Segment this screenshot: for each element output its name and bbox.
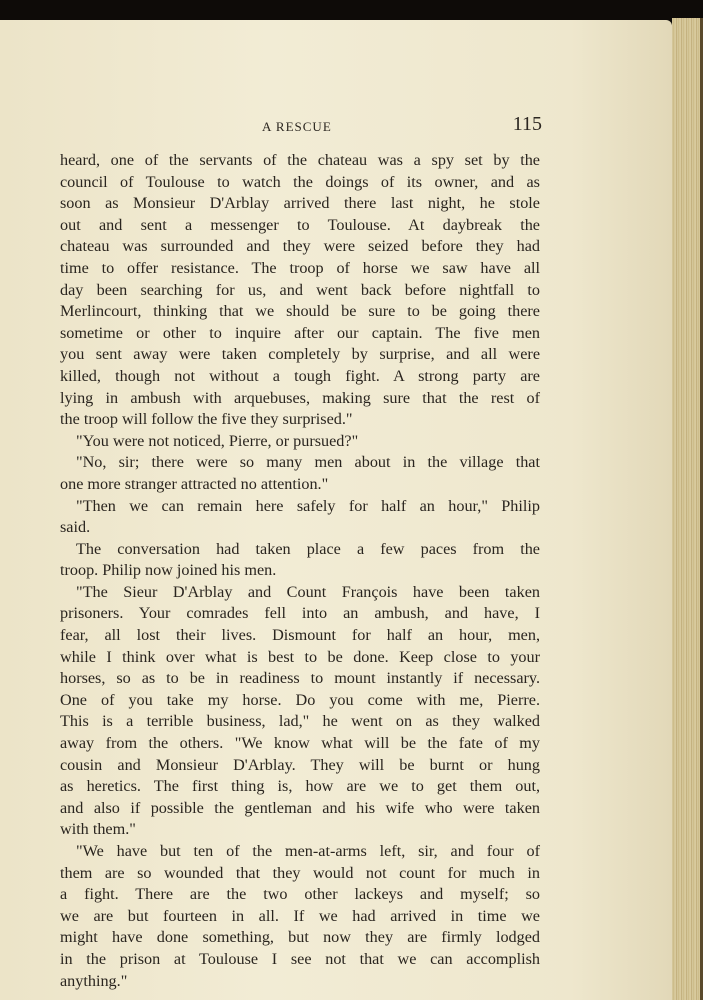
text-line: fear, all lost their lives. Dismount for half an hour, men, — [60, 626, 540, 645]
text-line: chateau was surrounded and they were seized before they had — [60, 237, 540, 256]
text-line: cousin and Monsieur D'Arblay. They will be burnt or hung — [60, 755, 540, 774]
text-line: out and sent a messenger to Toulouse. At daybreak the — [60, 215, 540, 234]
text-line: "We have but ten of the men-at-arms left, sir, and four of — [76, 842, 540, 860]
text-line: prisoners. Your comrades fell into an ambush, and have, I — [60, 604, 540, 623]
text-line: Merlincourt, thinking that we should be sure to be going there — [60, 302, 540, 321]
text-line: day been searching for us, and went back before nightfall to — [60, 280, 540, 299]
text-line: lying in ambush with arquebuses, making sure that the rest of — [60, 388, 540, 407]
text-line: The conversation had taken place a few paces from the — [76, 539, 540, 558]
text-line: might have done something, but now they are firmly lodged — [60, 928, 540, 947]
text-line: anything." — [60, 971, 128, 990]
running-head — [262, 113, 542, 143]
page-number: 115 — [512, 113, 542, 135]
text-line: soon as Monsieur D'Arblay arrived there last night, he stole — [60, 194, 540, 213]
text-line: as heretics. The first thing is, how are we to get them out, — [60, 777, 540, 796]
text-line: council of Toulouse to watch the doings of its owner, and as — [60, 172, 540, 191]
text-line: One of you take my horse. Do you come with me, Pierre. — [60, 690, 540, 709]
text-line: them are so wounded that they would not count for much in — [60, 863, 540, 882]
text-line: This is a terrible business, lad," he went on as they walked — [60, 712, 540, 731]
text-line: we are but fourteen in all. If we had arrived in time we — [60, 906, 540, 925]
body-text — [60, 150, 540, 992]
text-line: you sent away were taken completely by surprise, and all were — [60, 345, 540, 364]
text-line: "No, sir; there were so many men about in the village that — [76, 453, 540, 472]
text-line: troop. Philip now joined his men. — [60, 561, 277, 580]
text-line: killed, though not without a tough fight. A strong party are — [60, 366, 540, 385]
text-line: "You were not noticed, Pierre, or pursued?" — [76, 431, 359, 450]
text-line: time to offer resistance. The troop of horse we saw have all — [60, 258, 540, 277]
text-line: while I think over what is best to be done. Keep close to your — [60, 647, 540, 666]
text-line: "Then we can remain here safely for half an hour," Philip — [76, 496, 540, 515]
text-line: heard, one of the servants of the chateau was a spy set by the — [60, 151, 540, 169]
book-page — [0, 20, 672, 1000]
text-line: and also if possible the gentleman and his wife who were taken — [60, 798, 540, 817]
text-line: said. — [60, 518, 91, 537]
page-edges — [672, 18, 703, 1000]
text-line: one more stranger attracted no attention." — [60, 474, 329, 493]
text-line: in the prison at Toulouse I see not that we can accomplish — [60, 949, 540, 968]
text-line: horses, so as to be in readiness to mount instantly if necessary. — [60, 669, 540, 688]
text-line: sometime or other to inquire after our captain. The five men — [60, 323, 540, 342]
text-line: with them." — [60, 820, 136, 839]
text-line: "The Sieur D'Arblay and Count François have been taken — [76, 582, 540, 601]
text-line: away from the others. "We know what will be the fate of my — [60, 734, 540, 753]
chapter-title: A RESCUE — [262, 119, 332, 134]
text-line: a fight. There are the two other lackeys and myself; so — [60, 885, 540, 904]
text-line: the troop will follow the five they surprised." — [60, 410, 353, 429]
